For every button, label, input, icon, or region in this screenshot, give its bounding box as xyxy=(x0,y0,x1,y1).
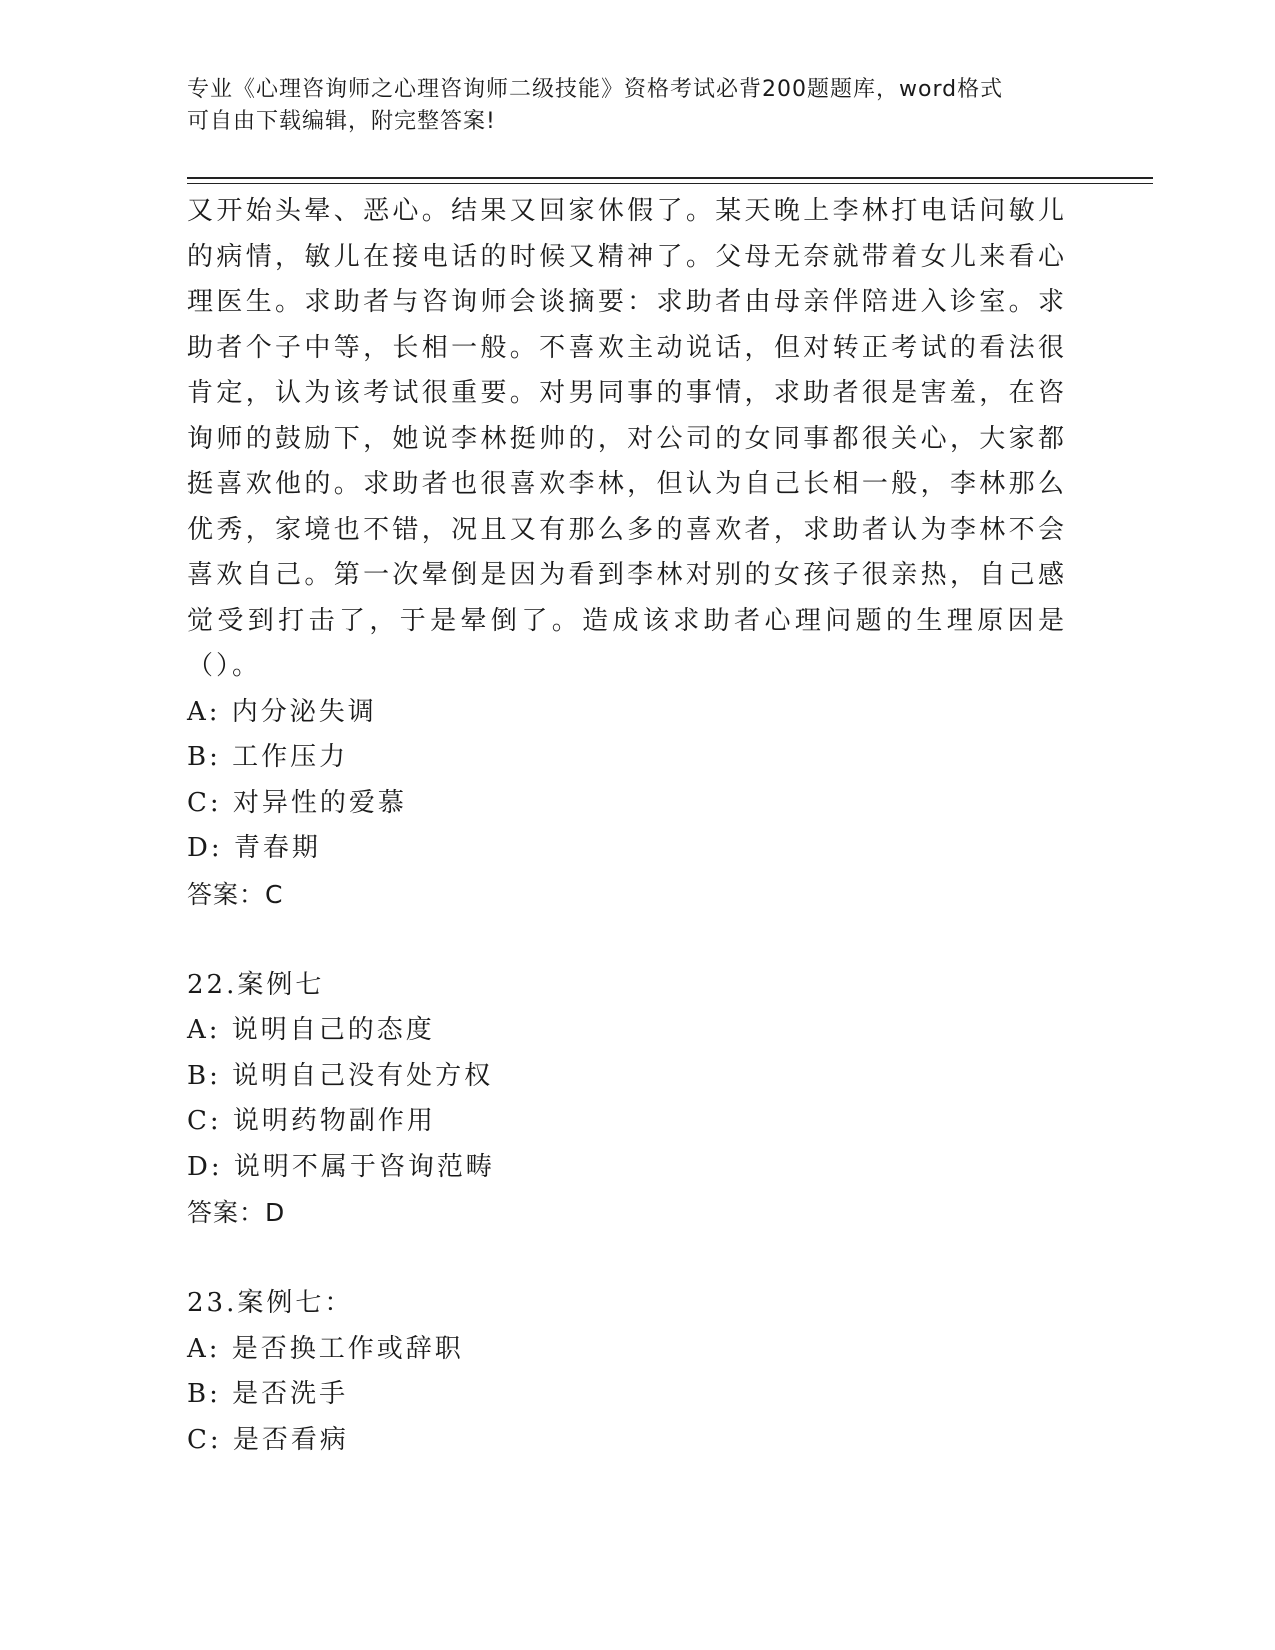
question-21-answer: 答案：C xyxy=(187,879,284,909)
question-23-option-b: B: 是否洗手 xyxy=(187,1379,349,1409)
question-23-title: 23.案例七： xyxy=(187,1288,354,1318)
question-22-answer: 答案：D xyxy=(187,1198,286,1227)
question-23-option-a: A: 是否换工作或辞职 xyxy=(187,1333,464,1364)
header-divider-thin xyxy=(187,183,1153,184)
question-21-option-a: A: 内分泌失调 xyxy=(187,696,377,727)
question-22-option-d: D: 说明不属于咨询范畴 xyxy=(187,1151,495,1182)
question-21-text: 又开始头晕、恶心。结果又回家休假了。某天晚上李林打电话问敏儿的病情，敏儿在接电话的时候又精神了。父母无奈就带着女儿来看心理医生。求助者与咨询师会谈摘要：求助者由母亲伴陪进入诊室。求助者个子中等，长相一般。不喜欢主动说话，但对转正考试的看法很肯定，认为该考试很重要。对男同事的事情，求助者很是害羞，在咨询师的鼓励下，她说李林挺帅的，对公司的女同事都很关心，大家都挺喜欢他的。求助者也很喜欢李林，但认为自己长相一般，李林那么优秀，家境也不错，况且又有那么多的喜欢者，求助者认为李林不会喜欢自己。第一次晕倒是因为看到李林对别的女孩子很亲热，自己感觉受到打击了，于是晕倒了。造成该求助者心理问题的生理原因是（）。 xyxy=(187,196,1067,681)
question-22-option-b: B: 说明自己没有处方权 xyxy=(187,1060,494,1091)
question-22-option-c: C: 说明药物副作用 xyxy=(187,1106,436,1136)
question-23-option-c: C: 是否看病 xyxy=(187,1424,349,1455)
header-line-2: 可自由下载编辑，附完整答案! xyxy=(187,109,496,134)
question-21-option-c: C: 对异性的爱慕 xyxy=(187,787,407,818)
spacer xyxy=(187,1236,1067,1282)
question-21 xyxy=(187,189,1067,917)
question-22 xyxy=(187,963,1067,1236)
spacer xyxy=(187,917,1067,963)
question-21-option-b: B: 工作压力 xyxy=(187,742,349,772)
header-line-1: 专业《心理咨询师之心理咨询师二级技能》资格考试必背200题题库，word格式 xyxy=(187,77,1004,102)
document-body xyxy=(187,189,1067,1463)
question-23 xyxy=(187,1281,1067,1463)
document-header xyxy=(187,74,1067,138)
header-divider-thick xyxy=(187,177,1153,179)
question-22-title: 22.案例七 xyxy=(187,969,325,1000)
question-22-option-a: A: 说明自己的态度 xyxy=(187,1015,435,1045)
question-21-option-d: D: 青春期 xyxy=(187,833,321,863)
